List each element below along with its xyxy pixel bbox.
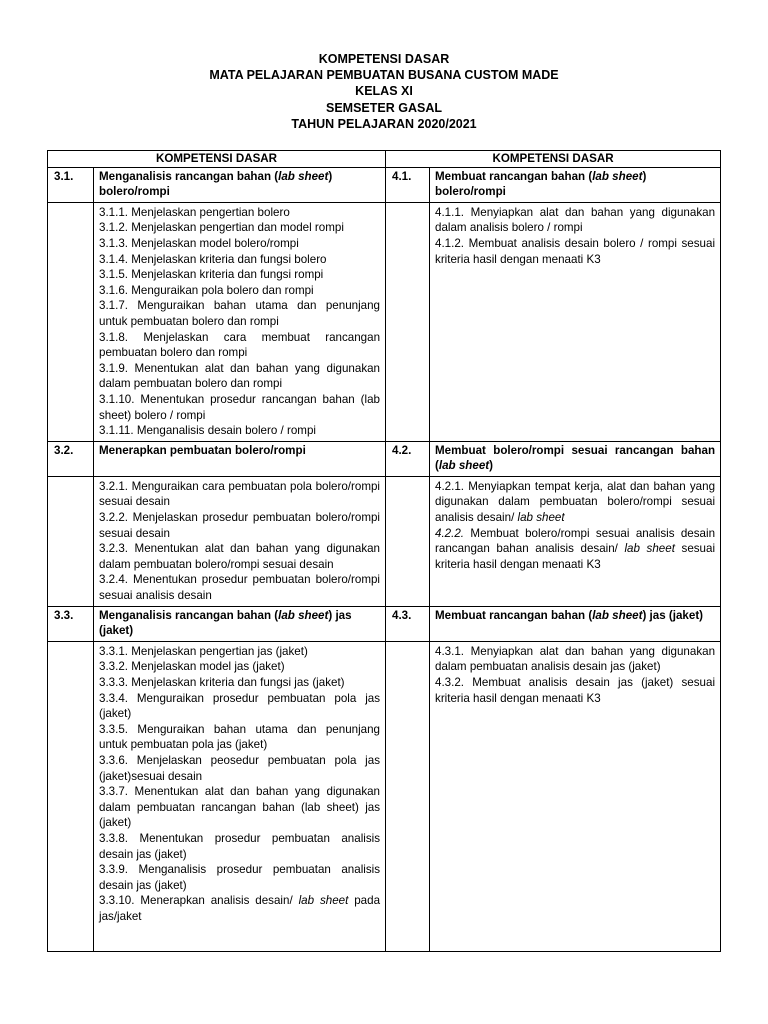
list-item: 3.1.5. Menjelaskan kriteria dan fungsi rompi — [99, 268, 324, 282]
list-item: 3.2.3. Menentukan alat dan bahan yang digunakan dalam pembuatan bolero/rompi sesuai desain — [99, 542, 381, 571]
kd-title: Menerapkan pembuatan bolero/rompi — [94, 441, 386, 476]
left-column-header: KOMPETENSI DASAR — [48, 151, 386, 168]
kd-title: Menganalisis rancangan bahan (lab sheet) jas (jaket) — [94, 606, 386, 641]
list-item: 3.3.2. Menjelaskan model jas (jaket) — [99, 660, 285, 674]
list-item: 3.3.5. Menguraikan bahan utama dan penunjang untuk pembuatan pola jas (jaket) — [99, 722, 381, 752]
list-item: 3.1.2. Menjelaskan pengertian dan model rompi — [99, 221, 344, 235]
kd-title: Membuat rancangan bahan (lab sheet) bolero/rompi — [430, 167, 721, 202]
list-item: 3.3.7. Menentukan alat dan bahan yang digunakan dalam pembuatan rancangan bahan (lab sheet) jas (jaket) — [99, 785, 381, 830]
indicator-row — [48, 202, 721, 441]
list-item: 3.3.1. Menjelaskan pengertian jas (jaket) — [99, 644, 308, 658]
header-subject: MATA PELAJARAN PEMBUATAN BUSANA CUSTOM MADE — [209, 68, 559, 83]
kd-title: Menganalisis rancangan bahan (lab sheet) bolero/rompi — [94, 167, 386, 202]
kd-number: 3.3. — [48, 606, 94, 641]
list-item: 4.3.1. Menyiapkan alat dan bahan yang digunakan dalam pembuatan analisis desain jas (jaket) — [435, 644, 716, 674]
kd-number: 4.1. — [386, 167, 430, 202]
list-item: 3.1.11. Menganalisis desain bolero / rompi — [99, 424, 316, 438]
kd-number: 3.2. — [48, 441, 94, 476]
list-item: 3.3.8. Menentukan prosedur pembuatan analisis desain jas (jaket) — [99, 831, 381, 861]
header-semester: SEMSETER GASAL — [326, 100, 442, 115]
header-class: KELAS XI — [355, 84, 413, 99]
indicator-list — [430, 476, 721, 606]
competency-title-row — [48, 606, 721, 641]
header-title: KOMPETENSI DASAR — [318, 52, 450, 66]
list-item: 3.3.9. Menganalisis prosedur pembuatan analisis desain jas (jaket) — [99, 863, 381, 892]
list-item: 3.1.3. Menjelaskan model bolero/rompi — [99, 236, 299, 250]
list-item: 3.1.8. Menjelaskan cara membuat rancangan pembuatan bolero dan rompi — [99, 330, 381, 360]
kd-title: Membuat bolero/rompi sesuai rancangan bahan (lab sheet) — [430, 441, 721, 476]
list-item: 4.1.1. Menyiapkan alat dan bahan yang digunakan dalam analisis bolero / rompi — [435, 205, 716, 235]
document-header — [0, 51, 768, 132]
empty-cell — [386, 476, 430, 606]
indicator-row — [48, 476, 721, 606]
empty-cell — [48, 476, 94, 606]
list-item: 3.1.1. Menjelaskan pengertian bolero — [99, 205, 290, 219]
right-column-header: KOMPETENSI DASAR — [386, 151, 721, 168]
empty-cell — [48, 641, 94, 951]
indicator-list — [430, 641, 721, 951]
list-item: 3.3.10. Menerapkan analisis desain/ lab sheet pada jas/jaket — [99, 894, 381, 923]
list-item: 3.3.3. Menjelaskan kriteria dan fungsi jas (jaket) — [99, 676, 345, 689]
table-header-row — [48, 151, 721, 168]
indicator-list — [94, 641, 386, 951]
indicator-row — [48, 641, 721, 951]
indicator-list — [430, 202, 721, 441]
list-item: 4.2.1. Menyiapkan tempat kerja, alat dan bahan yang digunakan dalam pembuatan bolero/rompi sesuai analisis desain/ lab sheet — [435, 479, 716, 525]
indicator-list — [94, 476, 386, 606]
indicator-list — [94, 202, 386, 441]
list-item: 3.1.4. Menjelaskan kriteria dan fungsi bolero — [99, 252, 327, 266]
list-item: 3.1.7. Menguraikan bahan utama dan penunjang untuk pembuatan bolero dan rompi — [99, 299, 381, 328]
kd-title: Membuat rancangan bahan (lab sheet) jas (jaket) — [430, 606, 721, 641]
header-year: TAHUN PELAJARAN 2020/2021 — [291, 116, 477, 131]
empty-cell — [386, 202, 430, 441]
empty-cell — [386, 641, 430, 951]
list-item: 4.2.2. Membuat bolero/rompi sesuai analisis desain rancangan bahan analisis desain/ lab sheet sesuai kriteria hasil dengan menaati K3 — [435, 526, 716, 571]
list-item: 3.2.2. Menjelaskan prosedur pembuatan bolero/rompi sesuai desain — [99, 511, 381, 540]
empty-cell — [48, 202, 94, 441]
list-item: 3.1.10. Menentukan prosedur rancangan bahan (lab sheet) bolero / rompi — [99, 392, 381, 422]
list-item: 4.3.2. Membuat analisis desain jas (jaket) sesuai kriteria hasil dengan menaati K3 — [435, 676, 716, 705]
list-item: 3.3.6. Menjelaskan peosedur pembuatan pola jas (jaket)sesuai desain — [99, 753, 381, 783]
kd-number: 3.1. — [48, 167, 94, 202]
competency-title-row — [48, 441, 721, 476]
list-item: 3.3.4. Menguraikan prosedur pembuatan pola jas (jaket) — [99, 691, 381, 721]
competency-title-row — [48, 167, 721, 202]
kd-number: 4.2. — [386, 441, 430, 476]
kd-number: 4.3. — [386, 606, 430, 641]
list-item: 3.1.9. Menentukan alat dan bahan yang digunakan dalam pembuatan bolero dan rompi — [99, 361, 381, 391]
list-item: 3.1.6. Menguraikan pola bolero dan rompi — [99, 283, 314, 297]
list-item: 3.2.1. Menguraikan cara pembuatan pola bolero/rompi sesuai desain — [99, 479, 381, 509]
competency-table — [47, 150, 721, 952]
list-item: 3.2.4. Menentukan prosedur pembuatan bolero/rompi sesuai analisis desain — [99, 573, 381, 603]
list-item: 4.1.2. Membuat analisis desain bolero / rompi sesuai kriteria hasil dengan menaati K3 — [435, 236, 716, 266]
